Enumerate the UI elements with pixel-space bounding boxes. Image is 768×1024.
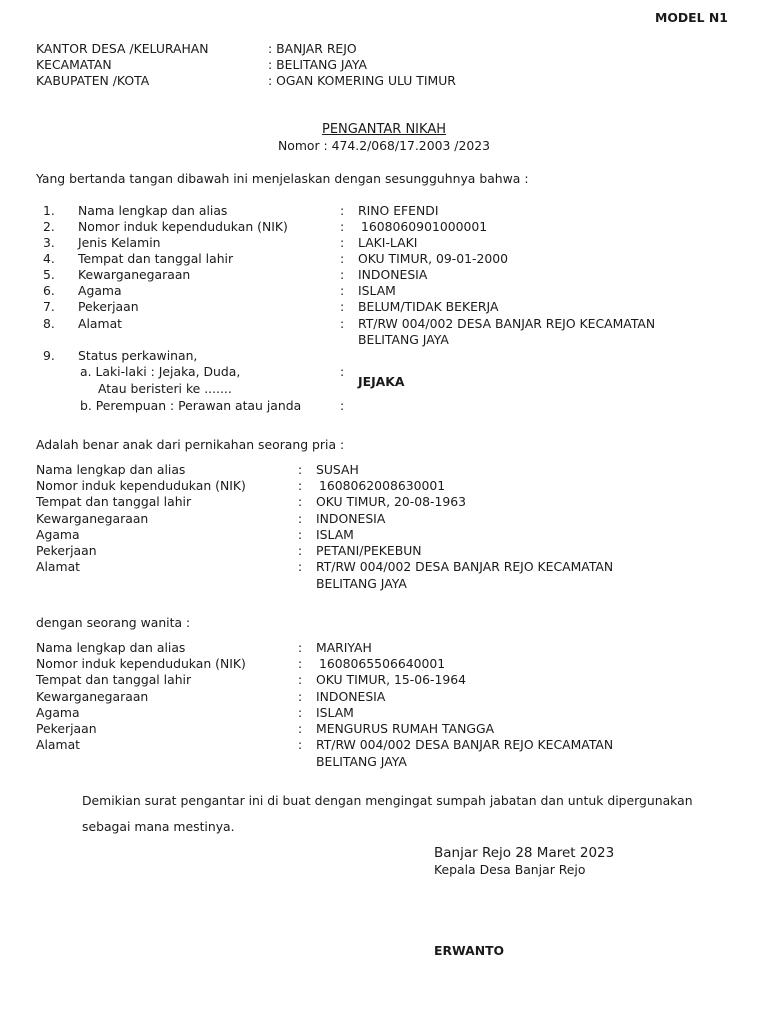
item-colon: : <box>340 299 345 314</box>
item-label: Tempat dan tanggal lahir <box>36 494 192 509</box>
item-value: RT/RW 004/002 DESA BANJAR REJO KECAMATAN <box>316 737 614 752</box>
item-colon: : <box>298 559 303 574</box>
item-colon: : <box>340 203 345 218</box>
item-number: 9. <box>43 348 55 363</box>
item-value: 1608065506640001 <box>319 656 446 671</box>
item-colon: : <box>298 672 303 687</box>
item-label: Agama <box>36 527 80 542</box>
item-value: OKU TIMUR, 09-01-2000 <box>358 251 509 266</box>
item-label: Alamat <box>36 559 81 574</box>
item-colon: : <box>298 543 303 558</box>
model-label: MODEL N1 <box>655 10 728 25</box>
item-value: ISLAM <box>358 283 396 298</box>
item-label: b. Perempuan : Perawan atau janda <box>80 398 302 413</box>
item-value: BELITANG JAYA <box>316 754 407 769</box>
item-number: 2. <box>43 219 55 234</box>
header-label: KANTOR DESA /KELURAHAN <box>36 41 209 56</box>
item-label: Alamat <box>78 316 123 331</box>
item-value: INDONESIA <box>358 267 428 282</box>
item-colon: : <box>340 398 345 413</box>
item-colon: : <box>340 235 345 250</box>
item-label: Nama lengkap dan alias <box>36 640 186 655</box>
closing-text-2: sebagai mana mestinya. <box>82 819 235 834</box>
item-label: Kewarganegaraan <box>78 267 191 282</box>
item-colon: : <box>340 316 345 331</box>
item-colon: : <box>340 267 345 282</box>
item-value: BELITANG JAYA <box>316 576 407 591</box>
document-title: PENGANTAR NIKAH <box>322 122 446 137</box>
item-colon: : <box>298 462 303 477</box>
item-number: 1. <box>43 203 55 218</box>
header-label: KECAMATAN <box>36 57 112 72</box>
item-value: INDONESIA <box>316 689 386 704</box>
item-value: BELUM/TIDAK BEKERJA <box>358 299 499 314</box>
item-label: Pekerjaan <box>36 543 97 558</box>
item-label: Nama lengkap dan alias <box>36 462 186 477</box>
item-colon: : <box>298 737 303 752</box>
document-number: Nomor : 474.2/068/17.2003 /2023 <box>277 138 490 153</box>
item-label: Agama <box>36 705 80 720</box>
intro-text: Yang bertanda tangan dibawah ini menjelaskan dengan sesungguhnya bahwa : <box>36 171 529 186</box>
item-colon: : <box>298 640 303 655</box>
item-value: MARIYAH <box>316 640 372 655</box>
item-colon: : <box>340 251 345 266</box>
sign-place-date: Banjar Rejo 28 Maret 2023 <box>434 845 615 861</box>
item-number: 5. <box>43 267 55 282</box>
item-value: MENGURUS RUMAH TANGGA <box>316 721 495 736</box>
item-value: LAKI-LAKI <box>358 235 418 250</box>
item-value: ISLAM <box>316 705 354 720</box>
item-label: Tempat dan tanggal lahir <box>78 251 234 266</box>
item-label: Atau beristeri ke ....... <box>98 381 232 396</box>
header-value: : OGAN KOMERING ULU TIMUR <box>268 73 456 88</box>
item-value: INDONESIA <box>316 511 386 526</box>
item-colon: : <box>298 689 303 704</box>
header-value: : BANJAR REJO <box>268 41 357 56</box>
item-colon: : <box>298 478 303 493</box>
item-label: Kewarganegaraan <box>36 511 149 526</box>
item-number: 4. <box>43 251 55 266</box>
item-number: 8. <box>43 316 55 331</box>
item-value: SUSAH <box>316 462 359 477</box>
item-label: Jenis Kelamin <box>78 235 161 250</box>
item-value: BELITANG JAYA <box>358 332 449 347</box>
item-label: Kewarganegaraan <box>36 689 149 704</box>
item-label: Agama <box>78 283 122 298</box>
item-value: RT/RW 004/002 DESA BANJAR REJO KECAMATAN <box>316 559 614 574</box>
item-label: Alamat <box>36 737 81 752</box>
item-colon: : <box>340 364 345 379</box>
item-value: ISLAM <box>316 527 354 542</box>
item-number: 3. <box>43 235 55 250</box>
item-colon: : <box>298 511 303 526</box>
item-value: PETANI/PEKEBUN <box>316 543 422 558</box>
item-number: 6. <box>43 283 55 298</box>
item-label: Pekerjaan <box>36 721 97 736</box>
item-number: 7. <box>43 299 55 314</box>
item-label: Tempat dan tanggal lahir <box>36 672 192 687</box>
item-label: Status perkawinan, <box>78 348 198 363</box>
item-colon: : <box>340 219 345 234</box>
item-label: a. Laki-laki : Jejaka, Duda, <box>80 364 241 379</box>
item-label: Nomor induk kependudukan (NIK) <box>36 478 246 493</box>
item-colon: : <box>298 705 303 720</box>
item-colon: : <box>298 656 303 671</box>
item-value: RT/RW 004/002 DESA BANJAR REJO KECAMATAN <box>358 316 656 331</box>
item-colon: : <box>298 494 303 509</box>
item-label: Pekerjaan <box>78 299 139 314</box>
item-colon: : <box>298 527 303 542</box>
item-colon: : <box>340 283 345 298</box>
sign-title: Kepala Desa Banjar Rejo <box>434 862 586 877</box>
item-colon: : <box>298 721 303 736</box>
signatory-name: ERWANTO <box>434 943 505 958</box>
marital-status-value: JEJAKA <box>358 374 405 389</box>
item-value: OKU TIMUR, 20-08-1963 <box>316 494 467 509</box>
header-label: KABUPATEN /KOTA <box>36 73 150 88</box>
mother-intro: dengan seorang wanita : <box>36 615 191 630</box>
header-value: : BELITANG JAYA <box>268 57 367 72</box>
item-value: RINO EFENDI <box>358 203 439 218</box>
item-value: 1608060901000001 <box>361 219 488 234</box>
closing-text: Demikian surat pengantar ini di buat dengan mengingat sumpah jabatan dan untuk dipergunakan <box>82 793 693 808</box>
item-label: Nama lengkap dan alias <box>78 203 228 218</box>
father-intro: Adalah benar anak dari pernikahan seorang pria : <box>36 437 345 452</box>
item-value: OKU TIMUR, 15-06-1964 <box>316 672 467 687</box>
item-label: Nomor induk kependudukan (NIK) <box>78 219 288 234</box>
item-label: Nomor induk kependudukan (NIK) <box>36 656 246 671</box>
item-value: 1608062008630001 <box>319 478 446 493</box>
